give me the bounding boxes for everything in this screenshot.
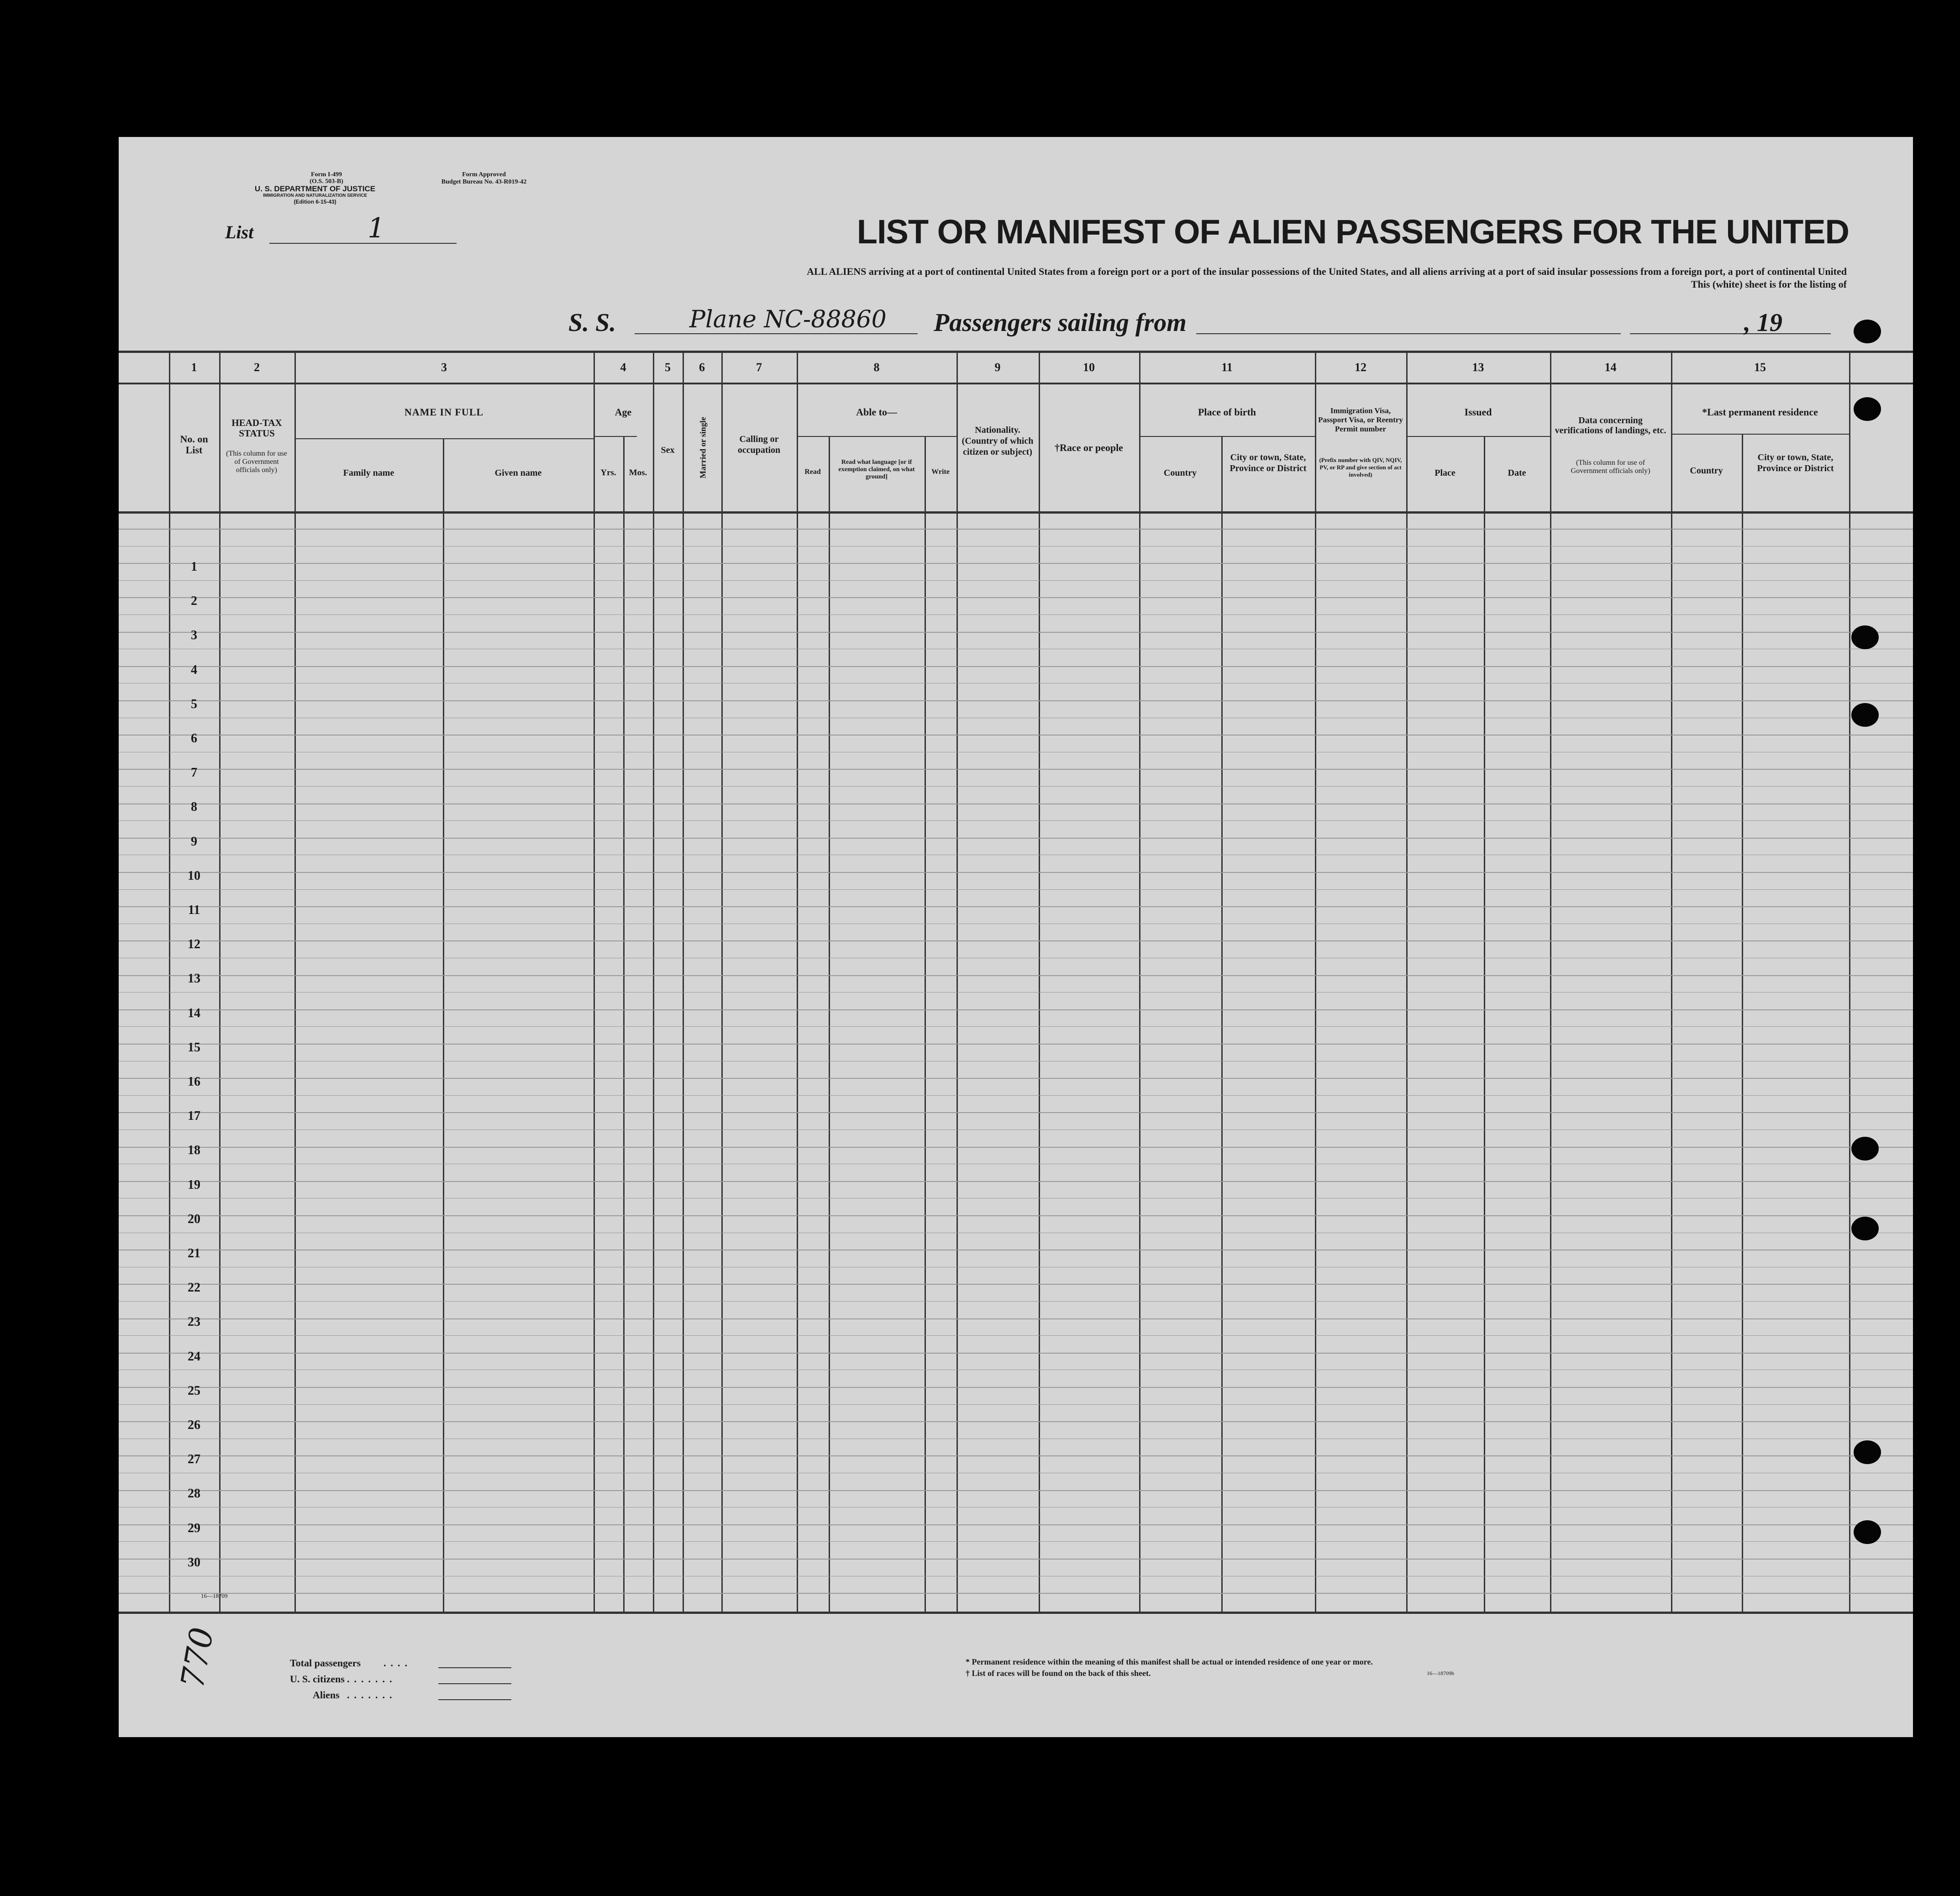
row-number: 2 xyxy=(191,594,197,609)
age-subrule xyxy=(594,436,637,437)
col-line xyxy=(1139,352,1140,1614)
row-rule xyxy=(119,1455,1913,1456)
row-rule xyxy=(119,769,1913,770)
service-name: IMMIGRATION AND NATURALIZATION SERVICE xyxy=(263,193,367,198)
col-line xyxy=(594,352,595,1614)
total-passengers-blank xyxy=(438,1667,511,1668)
header-given-name: Given name xyxy=(494,468,542,478)
header-race: †Race or people xyxy=(1055,442,1123,453)
row-number: 6 xyxy=(191,731,197,746)
col-line xyxy=(1315,352,1316,1614)
header-sex: Sex xyxy=(661,445,675,455)
punch-hole xyxy=(1854,1440,1881,1464)
row-number: 3 xyxy=(191,628,197,643)
department-name: U. S. DEPARTMENT OF JUSTICE xyxy=(254,184,376,193)
col-line xyxy=(653,352,654,1614)
margin-note: 770 xyxy=(173,1624,221,1691)
header-issued-date: Date xyxy=(1508,468,1526,478)
col-num-9: 9 xyxy=(994,361,1001,374)
col-line xyxy=(294,352,296,1614)
subtitle: ALL ALIENS arriving at a port of continental United States from a foreign port or a port of the insular possessions of the United States, and all aliens arriving at a port of said insular possessions from a foreign port, a port of continental United xyxy=(807,266,1847,277)
edition: (Edition 6-15-43) xyxy=(294,199,336,205)
col-line xyxy=(623,436,625,1614)
col-line xyxy=(1221,436,1223,1614)
row-rule xyxy=(119,1593,1913,1594)
row-rule xyxy=(119,1335,1913,1336)
col-num-14: 14 xyxy=(1604,361,1617,374)
residence-subrule xyxy=(1671,434,1849,435)
punch-hole xyxy=(1854,1520,1881,1544)
row-rule xyxy=(119,1524,1913,1525)
sailing-from-label: Passengers sailing from xyxy=(934,309,1187,337)
col-line xyxy=(829,436,830,1614)
col-line xyxy=(956,352,958,1614)
header-family-name: Family name xyxy=(343,468,394,478)
row-number: 15 xyxy=(188,1040,200,1055)
us-citizens-blank xyxy=(438,1683,511,1684)
col-line xyxy=(1406,352,1408,1614)
year-prefix: , 19 xyxy=(1744,309,1782,337)
row-rule xyxy=(119,1078,1913,1079)
row-rule xyxy=(119,1215,1913,1216)
row-rule xyxy=(119,1181,1913,1182)
header-age-yrs: Yrs. xyxy=(600,468,616,478)
header-nationality: Nationality. (Country of which citizen or subject) xyxy=(962,425,1034,457)
punch-hole xyxy=(1854,320,1881,343)
row-number: 28 xyxy=(188,1486,200,1501)
header-bottom-rule xyxy=(119,511,1913,514)
col-line xyxy=(797,352,798,1614)
col-num-1: 1 xyxy=(191,361,197,374)
col-num-6: 6 xyxy=(699,361,705,374)
header-residence-city: City or town, State, Province or District xyxy=(1757,452,1834,473)
header-verifications: Data concerning verifications of landings, etc. xyxy=(1555,415,1666,436)
row-rule xyxy=(119,1284,1913,1285)
punch-hole xyxy=(1851,625,1879,649)
row-number: 12 xyxy=(188,937,200,952)
print-code: 16—18709 xyxy=(201,1592,228,1599)
punch-hole xyxy=(1851,1217,1879,1240)
header-issued-place: Place xyxy=(1435,468,1456,478)
total-passengers-label: Total passengers xyxy=(290,1657,361,1669)
row-rule xyxy=(119,820,1913,821)
row-number: 1 xyxy=(191,560,197,574)
footnote-residence: * Permanent residence within the meaning of this manifest shall be actual or intended residence of one year or more. xyxy=(966,1657,1373,1666)
col-line xyxy=(1849,352,1850,1614)
col-line xyxy=(721,352,723,1614)
header-visa-note: (Prefix number with QIV, NQIV, PV, or RP and give section of act involved) xyxy=(1319,457,1402,478)
header-head-tax-note: (This column for use of Government officials only) xyxy=(226,450,287,474)
list-label: List xyxy=(225,222,254,242)
row-rule xyxy=(119,1009,1913,1010)
header-no-on-list: No. on List xyxy=(180,433,208,456)
row-number: 20 xyxy=(188,1212,200,1226)
header-name-in-full: NAME IN FULL xyxy=(404,406,484,418)
punch-hole xyxy=(1854,397,1881,421)
row-rule xyxy=(119,1095,1913,1096)
row-number: 26 xyxy=(188,1418,200,1432)
aliens-leader: ....... xyxy=(347,1689,397,1701)
row-number: 21 xyxy=(188,1246,200,1260)
punch-hole xyxy=(1851,703,1879,727)
row-rule xyxy=(119,889,1913,890)
row-number: 16 xyxy=(188,1075,200,1089)
approval-block xyxy=(411,171,557,186)
header-issued: Issued xyxy=(1464,406,1492,418)
table-top-rule xyxy=(119,351,1913,353)
header-age-mos: Mos. xyxy=(629,468,647,478)
col-line xyxy=(1039,352,1040,1614)
row-number: 30 xyxy=(188,1555,200,1570)
row-rule xyxy=(119,1026,1913,1027)
header-read: Read xyxy=(804,468,821,476)
sailing-from-underline xyxy=(1196,333,1621,334)
form-id-block xyxy=(265,171,388,185)
row-number: 5 xyxy=(191,697,197,711)
header-head-tax: HEAD-TAX STATUS xyxy=(231,417,282,439)
row-rule xyxy=(119,1129,1913,1130)
row-rule xyxy=(119,1490,1913,1491)
row-rule xyxy=(119,838,1913,839)
row-rule xyxy=(119,1404,1913,1405)
header-last-residence: *Last permanent residence xyxy=(1702,406,1818,418)
col-line xyxy=(1484,436,1485,1614)
header-age: Age xyxy=(615,406,632,418)
col-num-3: 3 xyxy=(441,361,447,374)
us-citizens-label: U. S. citizens xyxy=(290,1673,345,1685)
department-block xyxy=(187,185,443,205)
birth-subrule xyxy=(1139,436,1315,437)
list-value: 1 xyxy=(368,212,385,244)
row-rule xyxy=(119,1112,1913,1113)
row-rule xyxy=(119,666,1913,667)
row-rule xyxy=(119,992,1913,993)
ss-label: S. S. xyxy=(568,309,616,337)
col-num-5: 5 xyxy=(665,361,671,374)
col-num-13: 13 xyxy=(1472,361,1484,374)
able-subrule xyxy=(797,436,956,437)
row-number: 27 xyxy=(188,1452,200,1467)
col-num-4: 4 xyxy=(620,361,626,374)
row-rule xyxy=(119,940,1913,941)
row-rule xyxy=(119,1541,1913,1542)
budget-bureau: Budget Bureau No. 43-R019-42 xyxy=(441,179,527,185)
col-num-2: 2 xyxy=(254,361,260,374)
form-approved: Form Approved xyxy=(462,171,506,178)
date-underline xyxy=(1630,333,1831,334)
header-occupation: Calling or occupation xyxy=(737,434,781,455)
row-rule xyxy=(119,1421,1913,1422)
col-num-8: 8 xyxy=(873,361,880,374)
row-number: 11 xyxy=(188,903,200,917)
row-number: 22 xyxy=(188,1281,200,1295)
col-line xyxy=(683,352,684,1614)
row-rule xyxy=(119,1301,1913,1302)
row-rule xyxy=(119,1318,1913,1319)
row-number: 13 xyxy=(188,972,200,986)
header-visa: Immigration Visa, Passport Visa, or Reentry Permit number xyxy=(1318,406,1403,433)
header-place-of-birth: Place of birth xyxy=(1198,406,1256,418)
col-line xyxy=(1550,352,1551,1614)
subtitle-2: This (white) sheet is for the listing of xyxy=(1691,278,1847,290)
row-rule xyxy=(119,597,1913,598)
col-line xyxy=(1742,434,1743,1614)
col-num-10: 10 xyxy=(1083,361,1095,374)
header-write: Write xyxy=(931,468,950,476)
manifest-sheet xyxy=(119,137,1913,1737)
row-number: 10 xyxy=(188,868,200,883)
footnote-races: † List of races will be found on the back of this sheet. xyxy=(966,1669,1151,1678)
row-rule xyxy=(119,1044,1913,1045)
row-rule xyxy=(119,700,1913,701)
row-number: 29 xyxy=(188,1521,200,1535)
row-number: 25 xyxy=(188,1383,200,1398)
aliens-blank xyxy=(438,1699,511,1700)
row-rule xyxy=(119,975,1913,976)
form-old-number: (O.S. 503-B) xyxy=(310,178,343,185)
row-rule xyxy=(119,1559,1913,1560)
page-title: LIST OR MANIFEST OF ALIEN PASSENGERS FOR THE UNITED xyxy=(857,213,1849,251)
header-married-single: Married or single xyxy=(698,417,708,478)
row-number: 14 xyxy=(188,1006,200,1020)
row-rule xyxy=(119,529,1913,530)
punch-hole xyxy=(1851,1137,1879,1161)
col-line xyxy=(219,352,221,1614)
vessel-name: Plane NC-88860 xyxy=(689,306,887,333)
row-rule xyxy=(119,1387,1913,1388)
row-rule xyxy=(119,1353,1913,1354)
row-number: 23 xyxy=(188,1315,200,1329)
footnote-code: 16—18709b xyxy=(1427,1670,1454,1676)
row-rule xyxy=(119,786,1913,787)
row-rule xyxy=(119,614,1913,615)
form-number: Form I-499 xyxy=(310,171,342,178)
list-underline xyxy=(269,243,457,244)
col-line xyxy=(1671,352,1672,1614)
col-line xyxy=(925,436,926,1614)
row-number: 7 xyxy=(191,766,197,780)
row-number: 4 xyxy=(191,662,197,677)
header-read-language: Read what language [or if exemption claimed, on what ground] xyxy=(838,459,915,480)
row-number: 24 xyxy=(188,1349,200,1364)
issued-subrule xyxy=(1406,436,1550,437)
header-birth-country: Country xyxy=(1163,468,1197,478)
table-bottom-rule xyxy=(119,1612,1913,1614)
col-num-11: 11 xyxy=(1221,361,1233,374)
row-number: 8 xyxy=(191,800,197,814)
row-rule xyxy=(119,632,1913,633)
col-num-15: 15 xyxy=(1754,361,1766,374)
row-rule xyxy=(119,906,1913,907)
total-passengers-leader: .... xyxy=(384,1657,412,1669)
header-birth-city: City or town, State, Province or District xyxy=(1230,452,1307,473)
column-number-rule xyxy=(119,383,1913,384)
row-rule xyxy=(119,872,1913,873)
header-able-to: Able to— xyxy=(856,406,897,418)
header-verifications-note: (This column for use of Government officials only) xyxy=(1571,459,1650,475)
aliens-label: Aliens xyxy=(313,1689,340,1701)
col-num-12: 12 xyxy=(1355,361,1366,374)
row-rule xyxy=(119,563,1913,564)
vessel-underline xyxy=(635,333,918,334)
row-number: 9 xyxy=(191,834,197,849)
col-num-7: 7 xyxy=(756,361,762,374)
row-rule xyxy=(119,580,1913,581)
us-citizens-leader: ....... xyxy=(347,1673,397,1685)
header-residence-country: Country xyxy=(1690,466,1723,476)
row-number: 19 xyxy=(188,1177,200,1192)
row-rule xyxy=(119,1147,1913,1148)
row-number: 18 xyxy=(188,1143,200,1158)
row-number: 17 xyxy=(188,1109,200,1124)
